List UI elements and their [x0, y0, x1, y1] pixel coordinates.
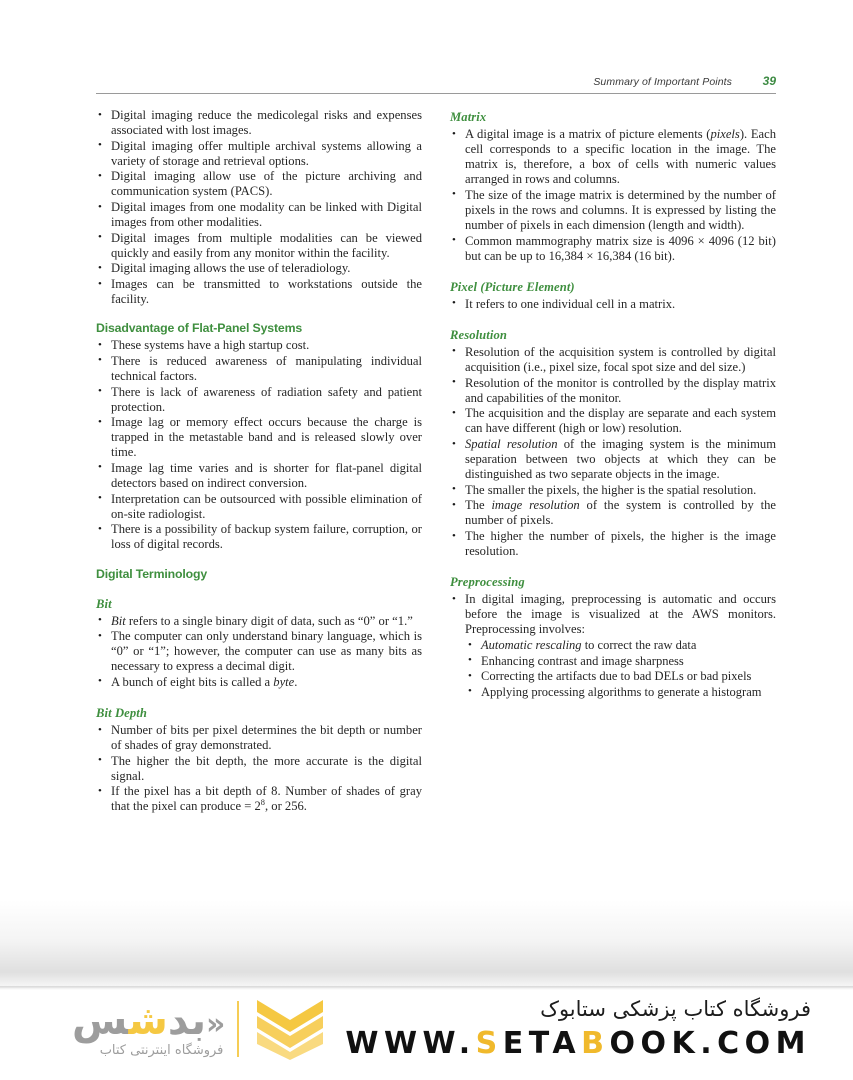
list-item: • Digital imaging allows the use of teleradiology.	[96, 261, 422, 276]
footer-site-info[interactable]	[345, 994, 811, 1062]
list-item: • Automatic rescaling to correct the raw data	[466, 638, 776, 653]
logo-part-gray-1: بد	[167, 998, 207, 1044]
url-letter-b: B	[581, 1026, 610, 1061]
list-item: • Applying processing algorithms to generate a histogram	[466, 685, 776, 700]
disadvantages-list	[96, 338, 422, 552]
list-item: • Images can be transmitted to workstations outside the facility.	[96, 277, 422, 307]
logo-part-gray-2: س	[72, 998, 129, 1044]
setabook-logo[interactable]	[72, 998, 327, 1060]
logo-divider	[237, 1001, 239, 1057]
logo-part-yellow: ش	[128, 998, 168, 1044]
list-item: • Correcting the artifacts due to bad DELs or bad pixels	[466, 669, 776, 684]
list-item: • Digital images from one modality can be linked with Digital images from other modalities.	[96, 200, 422, 230]
double-chevron-icon: «	[206, 1007, 226, 1042]
logo-subtitle: فروشگاه اینترنتی کتاب	[99, 1043, 224, 1058]
list-item: • Number of bits per pixel determines the bit depth or number of shades of gray demonstrated.	[96, 723, 422, 753]
two-column-body	[96, 108, 776, 960]
heading-digital-terminology: Digital Terminology	[96, 566, 208, 581]
list-item: • The image resolution of the system is controlled by the number of pixels.	[450, 498, 776, 528]
url-prefix: WWW.	[345, 1026, 476, 1061]
heading-bit: Bit	[96, 596, 112, 611]
header-divider	[96, 93, 776, 94]
preprocessing-list	[450, 592, 776, 637]
list-item: • Digital images from multiple modalities can be viewed quickly and easily from any monitor within the facility.	[96, 231, 422, 261]
list-item: • Common mammography matrix size is 4096 × 4096 (12 bit) but can be up to 16,384 × 16,384 (16 bit).	[450, 234, 776, 264]
list-item: • The higher the bit depth, the more accurate is the digital signal.	[96, 754, 422, 784]
list-item: • Image lag or memory effect occurs because the charge is trapped in the metastable band and is released slowly over time.	[96, 415, 422, 460]
list-item: • Digital imaging reduce the medicolegal risks and expenses associated with lost images.	[96, 108, 422, 138]
footer-url[interactable]	[345, 1026, 811, 1062]
heading-bit-depth: Bit Depth	[96, 706, 147, 720]
list-item: • In digital imaging, preprocessing is automatic and occurs before the image is visualized at the AWS monitors. Preprocessing involves:	[450, 592, 776, 637]
running-head-title: Summary of Important Points	[593, 76, 732, 88]
url-mid-2: OOK	[609, 1026, 701, 1061]
list-item: • The higher the number of pixels, the higher is the image resolution.	[450, 529, 776, 559]
footer-watermark	[0, 992, 853, 1080]
list-item: • The acquisition and the display are separate and each system can have different (high or low) resolution.	[450, 406, 776, 436]
list-item: • If the pixel has a bit depth of 8. Number of shades of gray that the pixel can produce = $2^8$, or 256.	[96, 784, 422, 814]
list-item: • Digital imaging allow use of the picture archiving and communication system (PACS).	[96, 169, 422, 199]
pixel-list	[450, 297, 776, 312]
logo-persian-word	[72, 998, 226, 1046]
bit-list	[96, 614, 422, 690]
page-number: 39	[762, 74, 776, 88]
list-item: • There is reduced awareness of manipulating individual technical factors.	[96, 354, 422, 384]
list-item: • Bit refers to a single binary digit of data, such as “0” or “1.”	[96, 614, 422, 629]
list-item: • A bunch of eight bits is called a byte.	[96, 675, 422, 690]
list-item: • These systems have a high startup cost.	[96, 338, 422, 353]
bit-depth-list	[96, 723, 422, 815]
list-item: • There is lack of awareness of radiation safety and patient protection.	[96, 385, 422, 415]
heading-disadvantage-flat-panel: Disadvantage of Flat-Panel Systems	[96, 321, 303, 336]
list-item: • Resolution of the acquisition system is controlled by digital acquisition (i.e., pixel size, focal spot size and del size.)	[450, 345, 776, 375]
list-item: • Enhancing contrast and image sharpness	[466, 654, 776, 669]
heading-pixel: Pixel (Picture Element)	[450, 279, 575, 294]
url-suffix: .COM	[700, 1026, 811, 1061]
advantages-list	[96, 108, 422, 307]
footer-tagline: فروشگاه کتاب پزشکی ستابوک	[540, 997, 811, 1021]
heading-preprocessing: Preprocessing	[450, 575, 525, 590]
chevron-stack-icon	[253, 998, 327, 1060]
url-mid-1: ETA	[502, 1026, 582, 1061]
list-item: • Image lag time varies and is shorter for flat-panel digital detectors based on indirect conversion.	[96, 461, 422, 491]
url-letter-s: S	[475, 1026, 503, 1061]
list-item: • The computer can only understand binary language, which is “0” or “1”; however, the computer can use as many bits as necessary to express a decimal digit.	[96, 629, 422, 674]
resolution-list	[450, 345, 776, 559]
list-item: • There is a possibility of backup system failure, corruption, or loss of digital records.	[96, 522, 422, 552]
right-column	[450, 108, 776, 960]
left-column	[96, 108, 422, 960]
heading-matrix: Matrix	[450, 110, 487, 124]
logo-wordmark	[72, 998, 226, 1058]
list-item: • Spatial resolution of the imaging system is the minimum separation between two objects at which they can be distinguished as two separate objects in the image.	[450, 437, 776, 482]
matrix-list	[450, 127, 776, 264]
list-item: • The smaller the pixels, the higher is the spatial resolution.	[450, 483, 776, 498]
list-item: • A digital image is a matrix of picture elements (pixels). Each cell corresponds to a specific location in the image. The matrix is, therefore, a box of cells with numeric values arranged in rows and columns.	[450, 127, 776, 187]
heading-resolution: Resolution	[450, 327, 507, 342]
list-item: • It refers to one individual cell in a matrix.	[450, 297, 776, 312]
list-item: • Digital imaging offer multiple archival systems allowing a variety of storage and retrieval options.	[96, 139, 422, 169]
list-item: • Interpretation can be outsourced with possible elimination of on-site radiologist.	[96, 492, 422, 522]
list-item: • Resolution of the monitor is controlled by the display matrix and capabilities of the monitor.	[450, 376, 776, 406]
preprocessing-sub-list	[450, 638, 776, 700]
page-bottom-edge	[0, 986, 853, 990]
list-item: • The size of the image matrix is determined by the number of pixels in the rows and columns. It is expressed by listing the number of pixels in each dimension (length and width).	[450, 188, 776, 233]
running-head	[96, 74, 776, 91]
